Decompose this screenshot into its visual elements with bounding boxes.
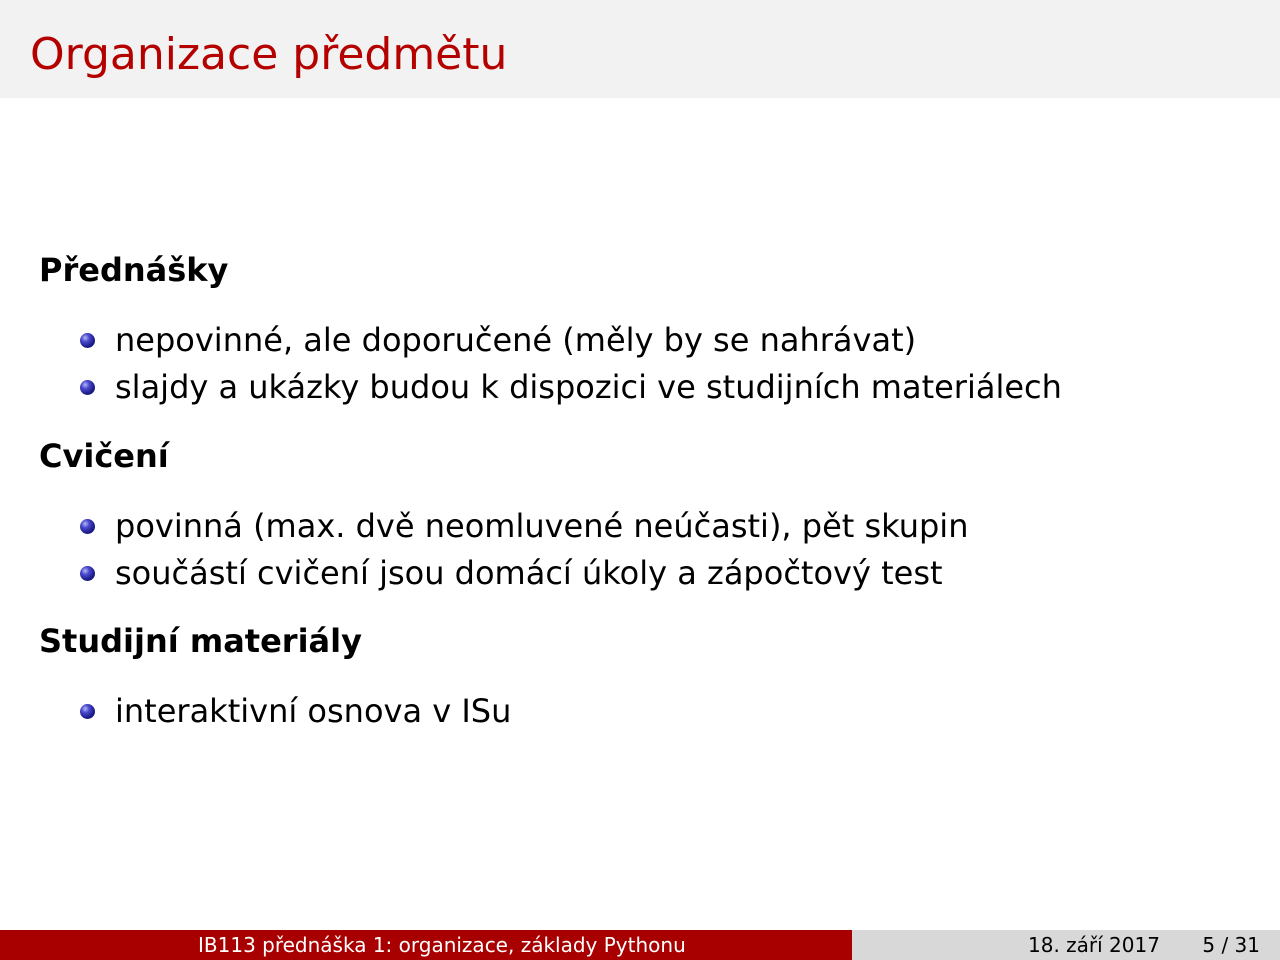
list-item-text: interaktivní osnova v ISu (115, 692, 512, 730)
footer-right-band (852, 930, 1280, 960)
footer-lecture-title: IB113 přednáška 1: organizace, základy Pythonu (198, 933, 686, 957)
list-item-text: nepovinné, ale doporučené (měly by se nahrávat) (115, 321, 917, 359)
bullet-icon (80, 333, 95, 348)
bullet-icon (80, 519, 95, 534)
bullet-icon (80, 380, 95, 395)
footer-left-band (0, 930, 852, 960)
list-item-text: povinná (max. dvě neomluvené neúčasti), pět skupin (115, 507, 969, 545)
slide-title: Organizace předmětu (30, 29, 508, 80)
section-heading-prednasky: Přednášky (39, 251, 229, 289)
list-item-text: slajdy a ukázky budou k dispozici ve studijních materiálech (115, 368, 1062, 406)
bullet-icon (80, 566, 95, 581)
footer-date: 18. září 2017 (1028, 933, 1160, 957)
section-heading-cviceni: Cvičení (39, 437, 169, 475)
list-item-text: součástí cvičení jsou domácí úkoly a zápočtový test (115, 554, 943, 592)
bullet-icon (80, 704, 95, 719)
slide-footer (0, 930, 1280, 960)
section-heading-studijni-materialy: Studijní materiály (39, 622, 362, 660)
page-number: 5 / 31 (1202, 933, 1260, 957)
